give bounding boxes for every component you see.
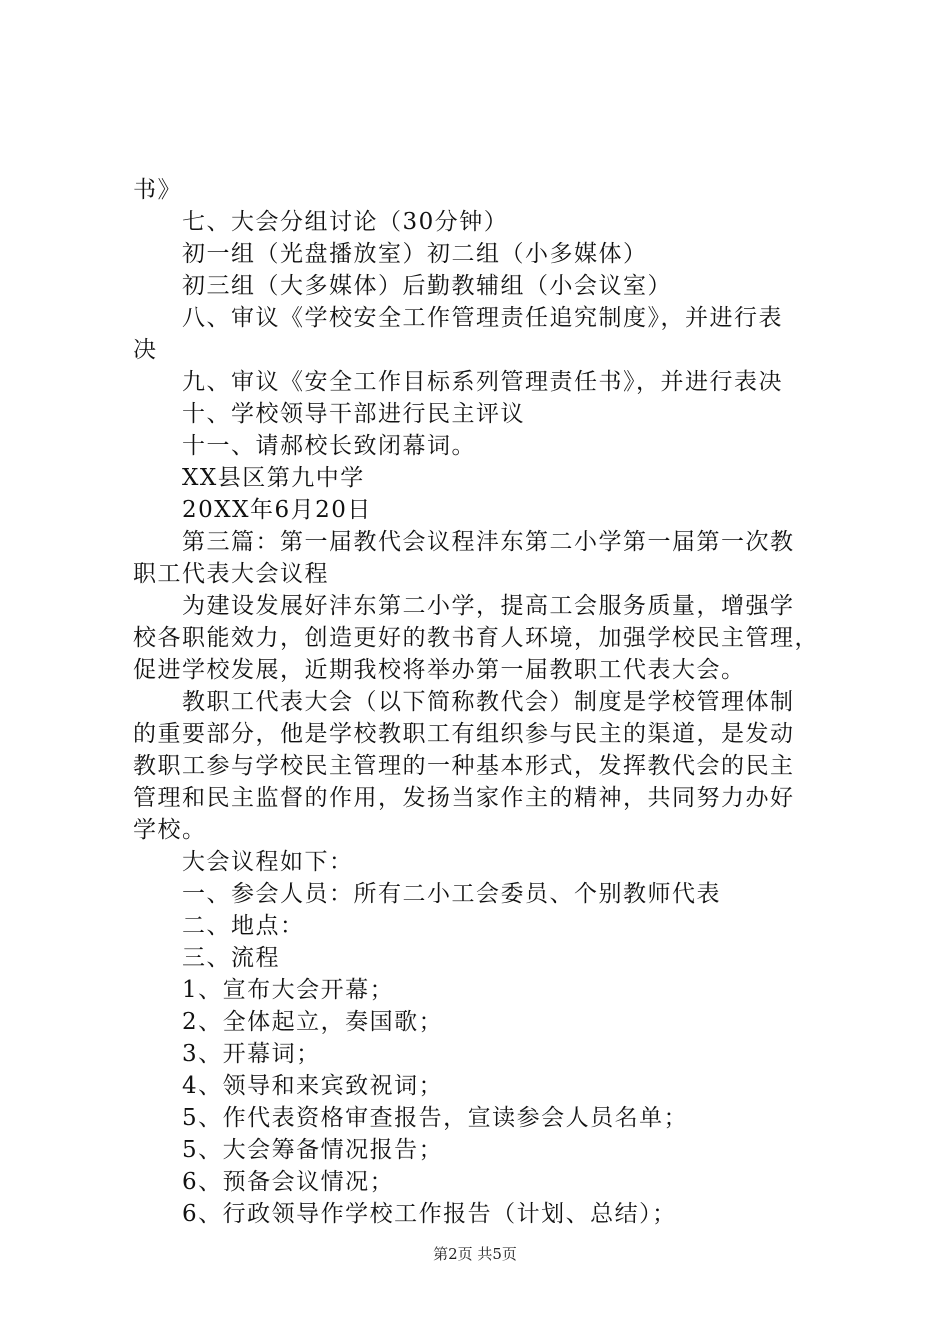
paragraph-line: 3、开幕词； bbox=[182, 1041, 321, 1067]
paragraph-line: 职工代表大会议程 bbox=[133, 561, 329, 587]
paragraph-line: 三、流程 bbox=[182, 945, 280, 971]
paragraph-line: 初一组（光盘播放室）初二组（小多媒体） bbox=[182, 241, 648, 267]
paragraph-line: 6、预备会议情况； bbox=[182, 1169, 395, 1195]
paragraph-line: 教职工参与学校民主管理的一种基本形式，发挥教代会的民主 bbox=[133, 753, 795, 779]
paragraph-line: 20XX年6月20日 bbox=[182, 497, 372, 523]
paragraph-line: 七、大会分组讨论（30分钟） bbox=[182, 209, 509, 235]
paragraph-line: 第三篇：第一届教代会议程沣东第二小学第一届第一次教 bbox=[182, 529, 795, 555]
paragraph-line: 初三组（大多媒体）后勤教辅组（小会议室） bbox=[182, 273, 672, 299]
paragraph-line: 6、行政领导作学校工作报告（计划、总结）； bbox=[182, 1201, 677, 1227]
paragraph-line: 决 bbox=[133, 337, 158, 363]
paragraph-line: XX县区第九中学 bbox=[182, 465, 365, 491]
paragraph-line: 的重要部分，他是学校教职工有组织参与民主的渠道，是发动 bbox=[133, 721, 795, 747]
paragraph-line: 十一、请郝校长致闭幕词。 bbox=[182, 433, 476, 459]
paragraph-line: 学校。 bbox=[133, 817, 207, 843]
paragraph-line: 九、审议《安全工作目标系列管理责任书》，并进行表决 bbox=[182, 369, 783, 395]
paragraph-line: 1、宣布大会开幕； bbox=[182, 977, 395, 1003]
paragraph-line: 促进学校发展，近期我校将举办第一届教职工代表大会。 bbox=[133, 657, 746, 683]
paragraph-line: 书》 bbox=[133, 177, 182, 203]
paragraph-line: 八、审议《学校安全工作管理责任追究制度》，并进行表 bbox=[182, 305, 783, 331]
paragraph-line: 一、参会人员：所有二小工会委员、个别教师代表 bbox=[182, 881, 721, 907]
paragraph-line: 4、领导和来宾致祝词； bbox=[182, 1073, 444, 1099]
paragraph-line: 5、作代表资格审查报告，宣读参会人员名单； bbox=[182, 1105, 689, 1131]
paragraph-line: 大会议程如下： bbox=[182, 849, 354, 875]
paragraph-line: 管理和民主监督的作用，发扬当家作主的精神，共同努力办好 bbox=[133, 785, 795, 811]
paragraph-line: 为建设发展好沣东第二小学，提高工会服务质量，增强学 bbox=[182, 593, 795, 619]
paragraph-line: 教职工代表大会（以下简称教代会）制度是学校管理体制 bbox=[182, 689, 795, 715]
page-footer: 第2页 共5页 bbox=[433, 1245, 517, 1263]
paragraph-line: 2、全体起立，奏国歌； bbox=[182, 1009, 444, 1035]
paragraph-line: 校各职能效力，创造更好的教书育人环境，加强学校民主管理， bbox=[133, 625, 819, 651]
paragraph-line: 二、地点： bbox=[182, 913, 305, 939]
paragraph-line: 5、大会筹备情况报告； bbox=[182, 1137, 444, 1163]
paragraph-line: 十、学校领导干部进行民主评议 bbox=[182, 401, 525, 427]
document-body bbox=[133, 174, 833, 1230]
